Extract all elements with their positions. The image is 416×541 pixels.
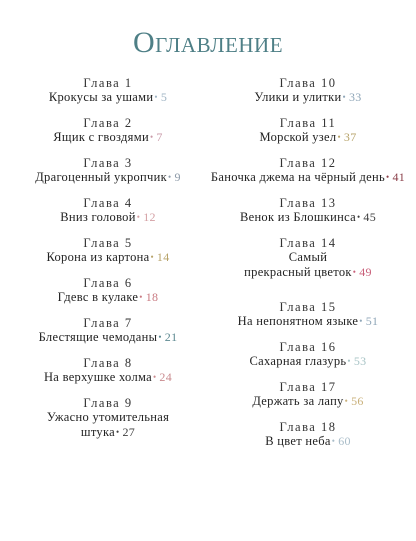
page-number: 45 [363, 210, 377, 224]
chapter-title: Сахарная глазурь• 53 [249, 354, 367, 368]
chapter-title: прекрасный цветок• 49 [244, 265, 372, 279]
chapter-title: штука• 27 [80, 425, 136, 439]
chapter-title: Морской узел• 37 [259, 130, 357, 144]
bullet-icon: • [150, 252, 154, 262]
chapter-title: Гдевс в кулаке• 18 [57, 290, 159, 304]
chapter-title: На непонятном языке• 51 [237, 314, 379, 328]
page-number: 21 [164, 330, 178, 344]
toc-entry[interactable] [8, 116, 208, 156]
page-number: 7 [156, 130, 163, 144]
page-number: 41 [392, 170, 406, 184]
chapter-title: Улики и улитки• 33 [254, 90, 362, 104]
toc-entry[interactable] [208, 420, 408, 460]
chapter-title: Ящик с гвоздями• 7 [53, 130, 163, 144]
chapter-number: Глава 17 [279, 380, 337, 394]
page-number: 60 [338, 434, 351, 448]
bullet-icon: • [356, 212, 361, 222]
bullet-icon: • [331, 436, 336, 446]
toc-entry[interactable] [8, 76, 208, 116]
chapter-number: Глава 11 [279, 116, 337, 130]
toc-entry[interactable] [8, 356, 208, 396]
chapter-number: Глава 13 [279, 196, 337, 210]
bullet-icon: • [344, 396, 349, 406]
page-number: 27 [122, 425, 136, 439]
page-number: 53 [353, 354, 367, 368]
chapter-title: Вниз головой• 12 [60, 210, 156, 224]
page-number: 33 [348, 90, 362, 104]
toc-entry[interactable] [208, 380, 408, 420]
bullet-icon: • [116, 427, 120, 437]
bullet-icon: • [347, 356, 351, 366]
page-title: Оглавление [132, 26, 284, 59]
toc-entry[interactable] [208, 76, 408, 116]
toc-entry[interactable] [208, 300, 408, 340]
chapter-number: Глава 16 [279, 340, 337, 354]
chapter-title: Драгоценный укропчик• 9 [35, 170, 181, 184]
bullet-icon: • [149, 132, 154, 142]
chapter-number: Глава 1 [83, 76, 133, 90]
bullet-icon: • [386, 172, 390, 182]
chapter-number: Глава 18 [279, 420, 337, 434]
chapter-title: Блестящие чемоданы• 21 [38, 330, 178, 344]
chapter-number: Глава 9 [83, 396, 133, 410]
chapter-number: Глава 3 [83, 156, 133, 170]
page-number: 24 [159, 370, 173, 384]
chapter-title: Корона из картона• 14 [46, 250, 170, 264]
toc-entry[interactable] [8, 316, 208, 356]
page-number: 18 [145, 290, 159, 304]
bullet-icon: • [139, 292, 143, 302]
toc-entry[interactable] [208, 236, 408, 300]
page-number: 56 [351, 394, 364, 408]
toc-entry[interactable] [208, 156, 408, 196]
chapter-title: Самый [288, 250, 328, 264]
chapter-number: Глава 10 [279, 76, 337, 90]
toc-column-left [8, 76, 208, 460]
chapter-number: Глава 5 [83, 236, 133, 250]
toc-entry[interactable] [208, 116, 408, 156]
page-number: 49 [359, 265, 372, 279]
toc-column-right [208, 76, 408, 460]
chapter-number: Глава 2 [83, 116, 133, 130]
chapter-title: Держать за лапу• 56 [252, 394, 364, 408]
chapter-title: Ужасно утомительная [46, 410, 170, 424]
chapter-title: Крокусы за ушами• 5 [48, 90, 168, 104]
page-number: 37 [343, 130, 357, 144]
page-number: 9 [174, 170, 181, 184]
bullet-icon: • [136, 212, 141, 222]
chapter-title: В цвет неба• 60 [265, 434, 351, 448]
toc-entry[interactable] [8, 196, 208, 236]
chapter-number: Глава 4 [83, 196, 133, 210]
page-number: 5 [160, 90, 168, 104]
bullet-icon: • [342, 92, 346, 102]
toc-entry[interactable] [8, 156, 208, 196]
page-number: 12 [143, 210, 156, 224]
toc-entry[interactable] [208, 196, 408, 236]
bullet-icon: • [168, 172, 172, 182]
chapter-number: Глава 14 [279, 236, 337, 250]
chapter-number: Глава 8 [83, 356, 133, 370]
page-number: 51 [365, 314, 379, 328]
toc-entry[interactable] [8, 236, 208, 276]
toc-entry[interactable] [208, 340, 408, 380]
chapter-number: Глава 15 [279, 300, 337, 314]
chapter-number: Глава 6 [83, 276, 133, 290]
chapter-title: На верхушке холма• 24 [43, 370, 173, 384]
page-number: 14 [156, 250, 170, 264]
toc-entry[interactable] [8, 396, 208, 460]
bullet-icon: • [154, 92, 158, 102]
bullet-icon: • [152, 372, 157, 382]
bullet-icon: • [337, 132, 341, 142]
chapter-number: Глава 12 [279, 156, 337, 170]
bullet-icon: • [158, 332, 162, 342]
chapter-number: Глава 7 [83, 316, 133, 330]
bullet-icon: • [359, 316, 363, 326]
toc-entry[interactable] [8, 276, 208, 316]
chapter-title: Венок из Блошкинса• 45 [239, 210, 377, 224]
chapter-title: Баночка джема на чёрный день• 41 [210, 170, 406, 184]
bullet-icon: • [352, 267, 357, 277]
